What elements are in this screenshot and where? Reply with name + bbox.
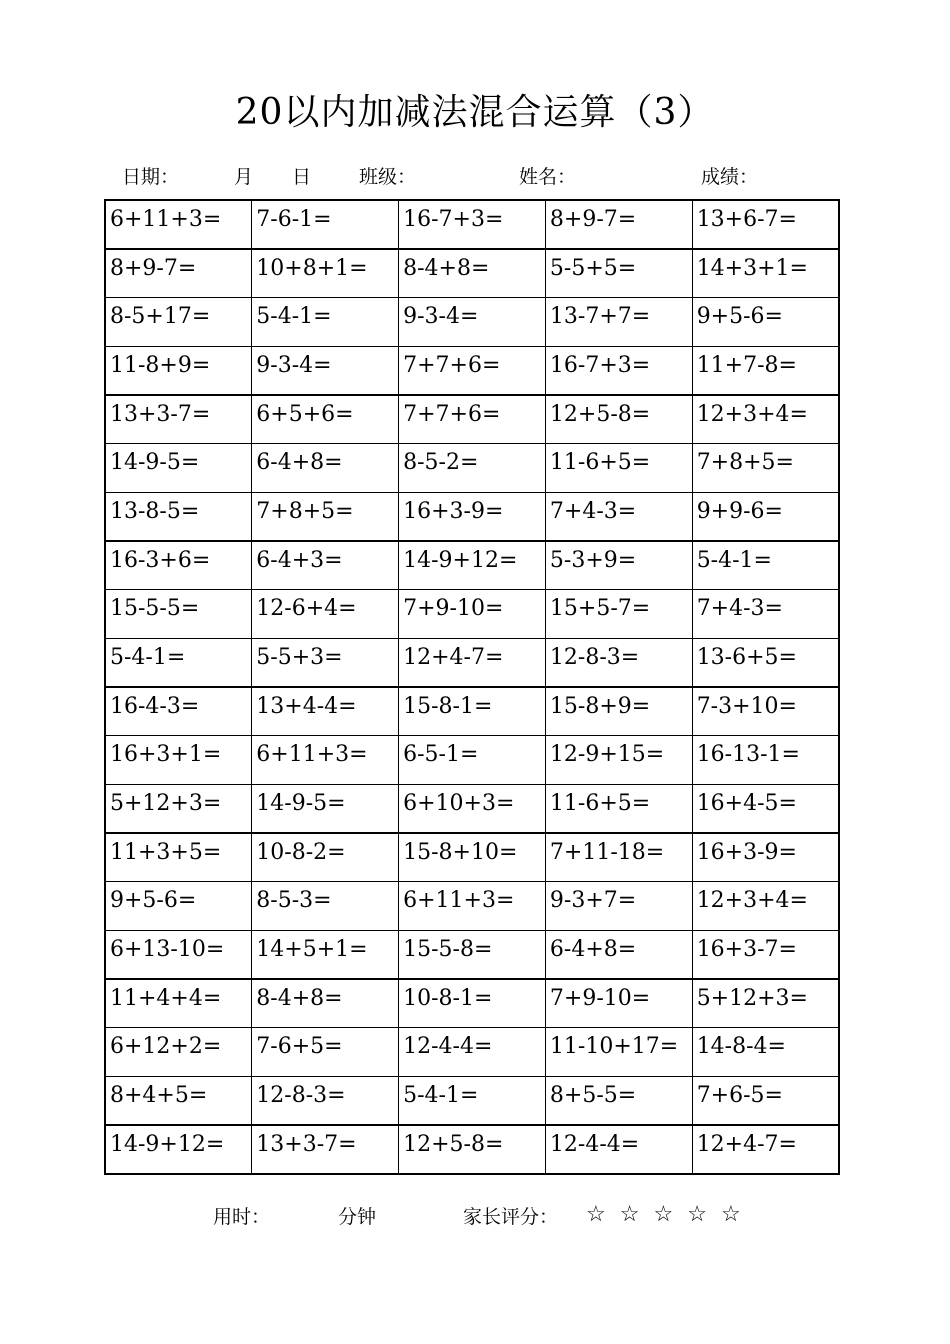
problem-cell: 9+5-6= [105,882,252,931]
problem-cell: 6+11+3= [252,736,399,785]
table-row [105,1125,839,1174]
table-row [105,833,839,882]
problem-cell: 11-10+17= [545,1028,692,1077]
problem-cell: 11-8+9= [105,346,252,395]
date-label: 日期： [122,166,180,188]
time-label: 用时： [213,1206,271,1228]
problem-cell: 16-3+6= [105,541,252,590]
table-row [105,1076,839,1125]
problem-cell: 5-3+9= [545,541,692,590]
problem-cell: 6+11+3= [105,200,252,249]
problem-cell: 16+3-9= [692,833,839,882]
problem-cell: 7+9-10= [399,590,546,639]
problem-cell: 8+9-7= [545,200,692,249]
problem-cell: 6+5+6= [252,395,399,444]
parent-rating-label: 家长评分： [463,1206,559,1228]
header-fields [0,162,950,192]
problem-cell: 13+4-4= [252,687,399,736]
problem-grid [104,199,840,1175]
problem-cell: 8+9-7= [105,249,252,298]
problem-cell: 12+3+4= [692,395,839,444]
problem-cell: 5-5+5= [545,249,692,298]
problem-cell: 15+5-7= [545,590,692,639]
problem-cell: 16-7+3= [545,346,692,395]
table-row [105,590,839,639]
problem-cell: 10-8-2= [252,833,399,882]
problem-cell: 8+4+5= [105,1076,252,1125]
table-row [105,930,839,979]
problem-cell: 8-5-2= [399,443,546,492]
problem-cell: 7+7+6= [399,346,546,395]
problem-cell: 11-6+5= [545,443,692,492]
star-icon[interactable]: ☆ [586,1202,606,1227]
table-row [105,346,839,395]
problem-cell: 7+6-5= [692,1076,839,1125]
star-icon[interactable]: ☆ [619,1202,640,1227]
problem-cell: 7+4-3= [545,492,692,541]
problem-cell: 5-4-1= [692,541,839,590]
problem-cell: 15-8-1= [399,687,546,736]
table-row [105,736,839,785]
rating-stars [586,1202,755,1227]
problem-cell: 5-4-1= [399,1076,546,1125]
problem-cell: 7+8+5= [692,443,839,492]
problem-cell: 7+4-3= [692,590,839,639]
problem-cell: 13-6+5= [692,638,839,687]
problem-cell: 13+6-7= [692,200,839,249]
problem-cell: 11-6+5= [545,784,692,833]
table-row [105,979,839,1028]
star-icon[interactable]: ☆ [653,1202,674,1227]
problem-cell: 14-9+12= [399,541,546,590]
problem-cell: 8-5+17= [105,297,252,346]
table-row [105,395,839,444]
table-row [105,784,839,833]
problem-cell: 5+12+3= [692,979,839,1028]
problem-cell: 13-8-5= [105,492,252,541]
problem-cell: 8-5-3= [252,882,399,931]
problem-cell: 12-8-3= [252,1076,399,1125]
table-row [105,541,839,590]
problem-cell: 16+4-5= [692,784,839,833]
problem-cell: 11+3+5= [105,833,252,882]
minutes-label: 分钟 [338,1206,377,1228]
problem-cell: 6+10+3= [399,784,546,833]
problem-cell: 6-4+8= [545,930,692,979]
problem-cell: 6-4+3= [252,541,399,590]
problem-cell: 5+12+3= [105,784,252,833]
problem-cell: 8-4+8= [252,979,399,1028]
table-row [105,297,839,346]
problem-cell: 16-13-1= [692,736,839,785]
table-row [105,249,839,298]
problem-cell: 12+4-7= [399,638,546,687]
problem-cell: 7-3+10= [692,687,839,736]
problem-cell: 9+5-6= [692,297,839,346]
star-icon[interactable]: ☆ [720,1202,741,1227]
table-row [105,492,839,541]
page-title: 20以内加减法混合运算（3） [235,92,715,133]
problem-cell: 14-9-5= [252,784,399,833]
problem-cell: 12-4-4= [399,1028,546,1077]
problem-cell: 6+13-10= [105,930,252,979]
problem-cell: 12+5-8= [545,395,692,444]
table-row [105,1028,839,1077]
problem-cell: 7+11-18= [545,833,692,882]
problem-cell: 15-8+9= [545,687,692,736]
name-label: 姓名： [519,166,577,188]
problem-cell: 16-4-3= [105,687,252,736]
class-label: 班级： [359,166,417,188]
problem-cell: 9+9-6= [692,492,839,541]
problem-cell: 9-3-4= [399,297,546,346]
problem-cell: 8-4+8= [399,249,546,298]
problem-cell: 5-4-1= [252,297,399,346]
problem-cell: 16-7+3= [399,200,546,249]
problem-cell: 15-5-8= [399,930,546,979]
problem-cell: 14-9+12= [105,1125,252,1174]
problem-cell: 12-6+4= [252,590,399,639]
table-row [105,638,839,687]
problem-cell: 12+4-7= [692,1125,839,1174]
table-row [105,882,839,931]
problem-cell: 16+3-7= [692,930,839,979]
problem-cell: 14-9-5= [105,443,252,492]
problem-cell: 9-3+7= [545,882,692,931]
problem-cell: 7+8+5= [252,492,399,541]
problem-cell: 12+3+4= [692,882,839,931]
problem-cell: 11+7-8= [692,346,839,395]
problem-cell: 14-8-4= [692,1028,839,1077]
problem-cell: 13-7+7= [545,297,692,346]
problem-cell: 15-8+10= [399,833,546,882]
problem-cell: 9-3-4= [252,346,399,395]
table-row [105,443,839,492]
footer [0,1202,950,1232]
problem-cell: 7+9-10= [545,979,692,1028]
problem-cell: 15-5-5= [105,590,252,639]
problem-cell: 6+11+3= [399,882,546,931]
problem-cell: 8+5-5= [545,1076,692,1125]
problem-cell: 7-6+5= [252,1028,399,1077]
problem-cell: 12-4-4= [545,1125,692,1174]
problem-cell: 14+3+1= [692,249,839,298]
problem-cell: 5-4-1= [105,638,252,687]
table-row [105,687,839,736]
problem-cell: 13+3-7= [105,395,252,444]
problem-cell: 5-5+3= [252,638,399,687]
problem-cell: 6+12+2= [105,1028,252,1077]
problem-cell: 10+8+1= [252,249,399,298]
problem-cell: 16+3-9= [399,492,546,541]
table-row [105,200,839,249]
problem-cell: 12+5-8= [399,1125,546,1174]
problem-cell: 7+7+6= [399,395,546,444]
problem-cell: 7-6-1= [252,200,399,249]
problem-cell: 12-9+15= [545,736,692,785]
problem-cell: 14+5+1= [252,930,399,979]
problem-cell: 11+4+4= [105,979,252,1028]
problem-cell: 6-5-1= [399,736,546,785]
month-label: 月 [234,166,254,188]
problem-cell: 12-8-3= [545,638,692,687]
day-label: 日 [292,166,312,188]
problem-cell: 13+3-7= [252,1125,399,1174]
problem-cell: 10-8-1= [399,979,546,1028]
problem-cell: 16+3+1= [105,736,252,785]
score-label: 成绩： [701,166,759,188]
star-icon[interactable]: ☆ [687,1202,707,1227]
problem-cell: 6-4+8= [252,443,399,492]
